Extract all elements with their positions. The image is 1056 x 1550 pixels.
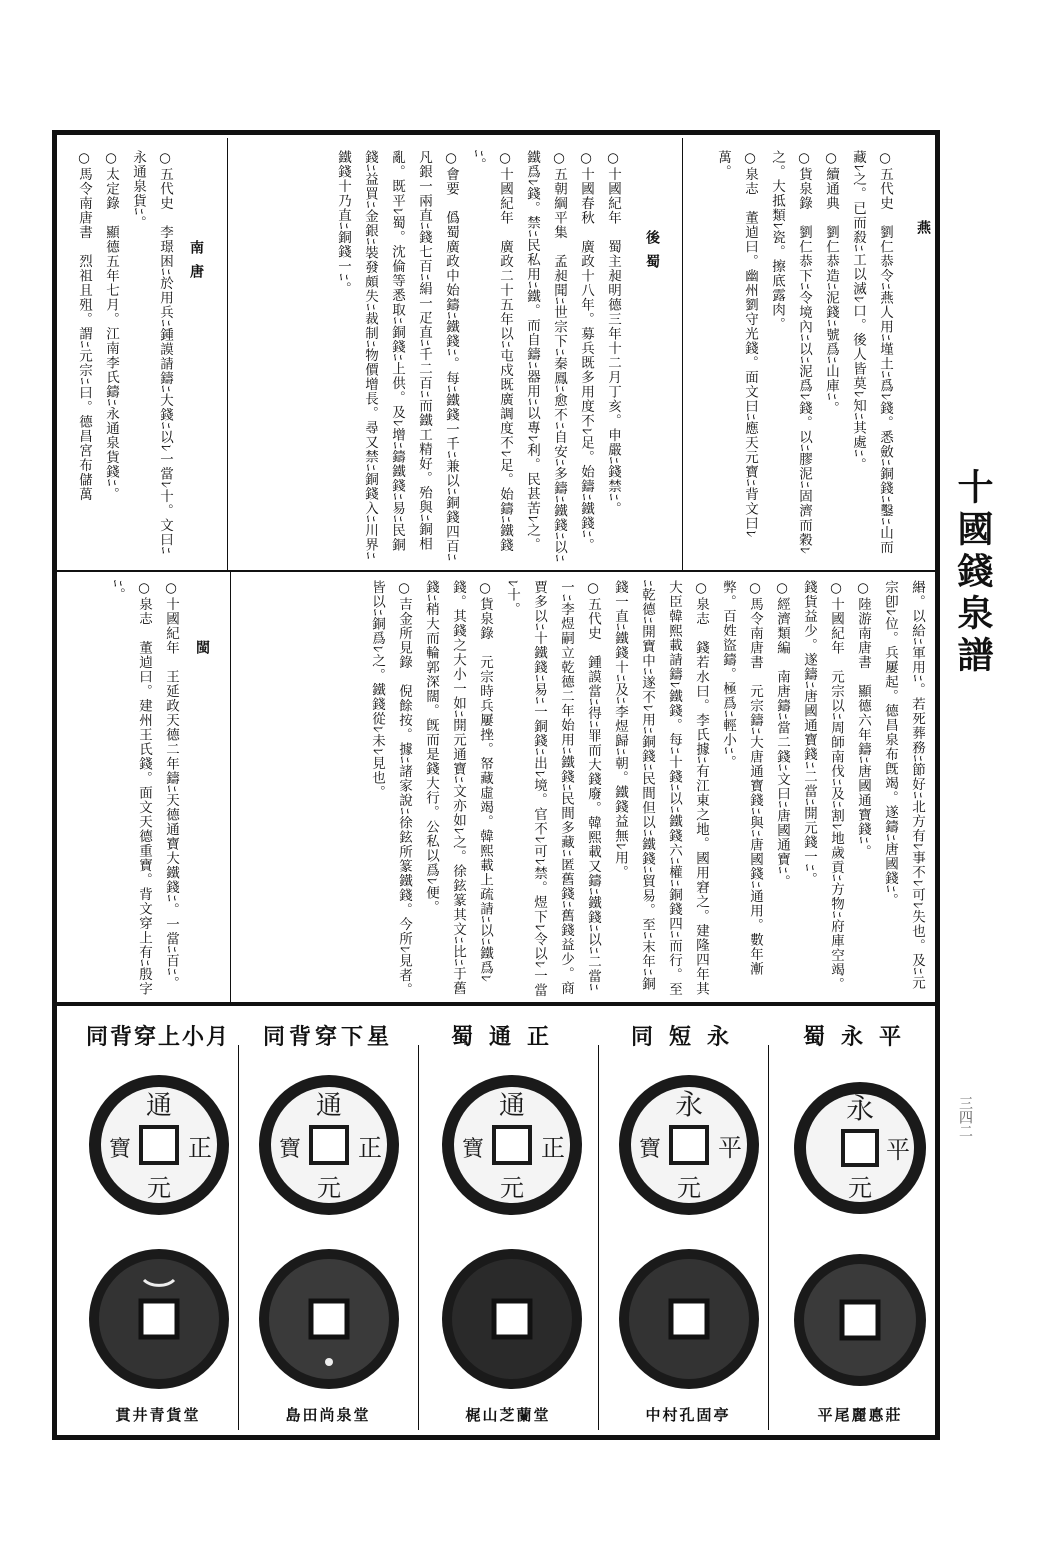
- coin-label-4: 同背穿下星: [262, 1024, 393, 1050]
- coin-reverse-3: [437, 1244, 587, 1394]
- divider-coin-4: [768, 1045, 769, 1430]
- coin-label-3: 蜀通正: [450, 1024, 565, 1050]
- coin-reverse-2: [614, 1244, 764, 1394]
- svg-text:平: 平: [886, 1136, 910, 1164]
- svg-text:元: 元: [317, 1174, 341, 1202]
- svg-text:元: 元: [147, 1174, 171, 1202]
- coin-owner-5: 貫井青貨堂: [115, 1406, 201, 1424]
- coin-reverse-1: [790, 1250, 930, 1390]
- divider-lower-1: [230, 572, 231, 1002]
- section-text-nan-tang-cont: 緡。以給ﾆ軍用ﾆ。若死葬務ﾆ節好ﾆ北方有ﾚ事不ﾚ可ﾚ失也。及ﾆ元宗卽ﾚ位。兵屢起。德昌泉布旣竭。遂鑄ﾆ唐國錢ﾆ。 ○陸游南唐書 顯德六年鑄ﾆ唐國通寶錢ﾆ。 ○十國紀年 元宗以ﾆ周師南伐ﾆ及ﾆ割ﾚ地歲貢ﾆ方物ﾆ府庫空竭。錢貨益少。遂鑄ﾆ唐國通寶錢ﾆ二當ﾆ開元錢一ﾆ。 ○經濟類編 南唐鑄ﾆ當二錢ﾆ文曰ﾆ唐國通寶ﾆ。 ○馬令南唐書 元宗鑄ﾆ大唐通寶錢ﾆ與ﾆ唐國錢ﾆ通用。數年漸弊。百姓盜鑄。極爲ﾆ輕小ﾆ。 ○泉志 錢若水曰。李氏據ﾆ有江東之地。國用窘之。建隆四年其大臣韓熙載請鑄ﾚ鐵錢。每ﾆ十錢ﾆ以ﾆ鐵錢六ﾆ權ﾆ銅錢四ﾆ而行。至ﾆ乾德ﾆ開寶中ﾆ遂不ﾚ用ﾆ銅錢ﾆ民間但以ﾆ鐵錢ﾆ貿易。至ﾆ末年ﾆ銅錢一直ﾆ鐵錢十ﾆ及ﾆ李煜歸ﾆ朝。鐵錢益無ﾚ用。 ○五代史 鍾謨當ﾆ得ﾆ罪而大錢廢。韓熙載又鑄ﾆ鐵錢ﾆ以ﾆ二當ﾆ一ﾆ李煜嗣立乾德二年始用ﾆ鐵錢ﾆ民間多藏ﾆ匿舊錢ﾆ舊錢益少。商賈多以ﾆ十鐵錢ﾆ易ﾆ一銅錢ﾆ出ﾚ境。官不ﾚ可ﾚ禁。煜下ﾚ令以ﾚ一當ﾚ十。 ○貨泉錄 元宗時兵屢挫。帑藏虛竭。韓熙載上疏請ﾆ以ﾆ鐵爲ﾚ錢。其錢之大小一如ﾆ開元通寶ﾆ文亦如ﾚ之。徐鉉篆其文ﾆ比ﾆ于舊錢ﾆ稍大而輪郭深闊。旣而是錢大行。公私以爲ﾚ便。 ○吉金所見錄 倪餘按。據ﾆ諸家說ﾆ徐鉉所篆鐵錢。今所ﾚ見者。皆以ﾆ銅爲ﾚ之。鐵錢從ﾚ未ﾚ見也。: [369, 580, 925, 998]
- section-heading-min: 閩: [194, 640, 210, 664]
- svg-text:永: 永: [845, 1092, 875, 1125]
- coin-obverse-3: [437, 1070, 587, 1220]
- divider-coin-1: [238, 1045, 239, 1430]
- section-text-yan: ○五代史 劉仁恭令ﾆ燕人用ﾆ墐土ﾆ爲ﾚ錢。悉斂ﾆ銅錢ﾆ鑿ﾆ山而藏ﾚ之。已而殺ﾆ工以滅ﾚ口。後人皆莫ﾚ知ﾆ其處ﾆ。 ○續通典 劉仁恭造ﾆ泥錢ﾆ號爲ﾆ山庫ﾆ。 ○貨泉錄 劉仁恭下ﾆ令境內ﾆ以ﾆ泥爲ﾚ錢。以ﾆ膠泥ﾆ固濟而穀ﾚ之。大抵類ﾚ瓷。擦底露肉。 ○泉志 董逌曰。幽州劉守光錢。面文曰ﾆ應天元寶ﾆ背文曰ﾚ萬。: [715, 150, 893, 555]
- section-heading-yan: 燕: [915, 220, 931, 244]
- coin-owner-3: 梶山芝蘭堂: [465, 1406, 551, 1424]
- svg-text:永: 永: [674, 1088, 704, 1121]
- divider-text-images: [57, 1002, 935, 1006]
- coin-label-5: 同背穿上小月: [85, 1024, 230, 1050]
- svg-text:正: 正: [541, 1134, 565, 1162]
- coin-obverse-5: [84, 1070, 234, 1220]
- section-text-min: ○十國紀年 王延政天德二年鑄ﾆ天德通寶大鐵錢ﾆ。一當ﾆ百ﾆ。 ○泉志 董逌曰。建州王氏錢。面文天德重寶。背文穿上有ﾆ殷字ﾆ。: [109, 580, 179, 997]
- svg-text:通: 通: [498, 1091, 526, 1121]
- divider-upper-lower: [57, 570, 935, 572]
- svg-text:寶: 寶: [638, 1137, 662, 1162]
- coin-reverse-5: [84, 1244, 234, 1394]
- section-text-hou-shu: ○十國紀年 蜀主昶明德三年十二月丁亥。申嚴ﾆ錢禁ﾆ。 ○十國春秋 廣政十八年。募兵既多用度不ﾚ足。始鑄ﾆ鐵錢ﾆ。 ○五朝綱平集 孟昶聞ﾆ世宗下ﾆ秦鳳ﾆ愈不ﾆ自安ﾆ多鑄ﾆ鐵錢ﾆ以ﾆ鐵爲ﾚ錢。禁ﾆ民私用ﾆ鐵。而自鑄ﾆ器用ﾆ以專ﾚ利。民甚苦ﾚ之。 ○十國紀年 廣政二十五年以ﾆ屯戍既廣調度不ﾚ足。始鑄ﾆ鐵錢ﾆ。 ○會要 僞蜀廣政中始鑄ﾆ鐵錢ﾆ。每ﾆ鐵錢一千ﾆ兼以ﾆ銅錢四百ﾆ凡銀一兩直ﾆ錢七百ﾆ絹一疋直ﾆ千二百ﾆ而鐵工精好。殆與ﾆ銅相亂。既平ﾚ蜀。沈倫等悉取ﾆ銅錢ﾆ上供。及ﾚ增ﾆ鑄鐵錢ﾆ易ﾆ民銅錢ﾆ益買ﾆ金銀ﾆ裝發頗失ﾆ裁制ﾆ物價增長。尋又禁ﾆ銅錢入ﾆ川界ﾆ鐵錢十乃直ﾆ銅錢一ﾆ。: [335, 150, 621, 563]
- page-number: 三四二: [957, 1096, 973, 1138]
- coin-owner-1: 平尾麗悳莊: [817, 1406, 903, 1424]
- divider-upper-2: [227, 138, 228, 570]
- svg-text:通: 通: [315, 1091, 343, 1121]
- svg-text:寶: 寶: [461, 1137, 485, 1162]
- svg-text:正: 正: [188, 1134, 212, 1162]
- svg-text:寶: 寶: [108, 1137, 132, 1162]
- coin-label-2: 同短永: [630, 1024, 745, 1050]
- svg-text:元: 元: [677, 1174, 701, 1202]
- svg-text:通: 通: [145, 1091, 173, 1121]
- coin-reverse-4: [254, 1244, 404, 1394]
- section-text-nan-tang: ○五代史 李璟困ﾆ於用兵ﾆ鍾謨請鑄ﾆ大錢ﾆ以ﾚ一當ﾚ十。文曰ﾆ永通泉貨ﾆ。 ○太定錄 顯德五年七月。江南李氏鑄ﾆ永通泉貨錢ﾆ。 ○馬令南唐書 烈祖且殂。謂ﾆ元宗ﾆ曰。德昌宮布儲萬: [76, 150, 173, 555]
- svg-text:平: 平: [718, 1134, 742, 1162]
- coin-obverse-2: [614, 1070, 764, 1220]
- section-heading-nan-tang: 南唐: [188, 240, 204, 288]
- section-heading-hou-shu: 後蜀: [644, 230, 660, 278]
- divider-coin-2: [418, 1045, 419, 1430]
- svg-text:正: 正: [358, 1134, 382, 1162]
- svg-text:元: 元: [848, 1174, 872, 1202]
- coin-label-1: 蜀永平: [802, 1024, 917, 1050]
- coin-obverse-4: [254, 1070, 404, 1220]
- coin-owner-2: 中村孔固亭: [645, 1406, 731, 1424]
- svg-text:元: 元: [500, 1174, 524, 1202]
- coin-owner-4: 島田尚泉堂: [285, 1406, 371, 1424]
- coin-obverse-1: [790, 1078, 930, 1218]
- book-title: 十國錢泉譜: [952, 468, 994, 678]
- divider-upper-1: [682, 138, 683, 570]
- svg-text:寶: 寶: [278, 1137, 302, 1162]
- divider-coin-3: [598, 1045, 599, 1430]
